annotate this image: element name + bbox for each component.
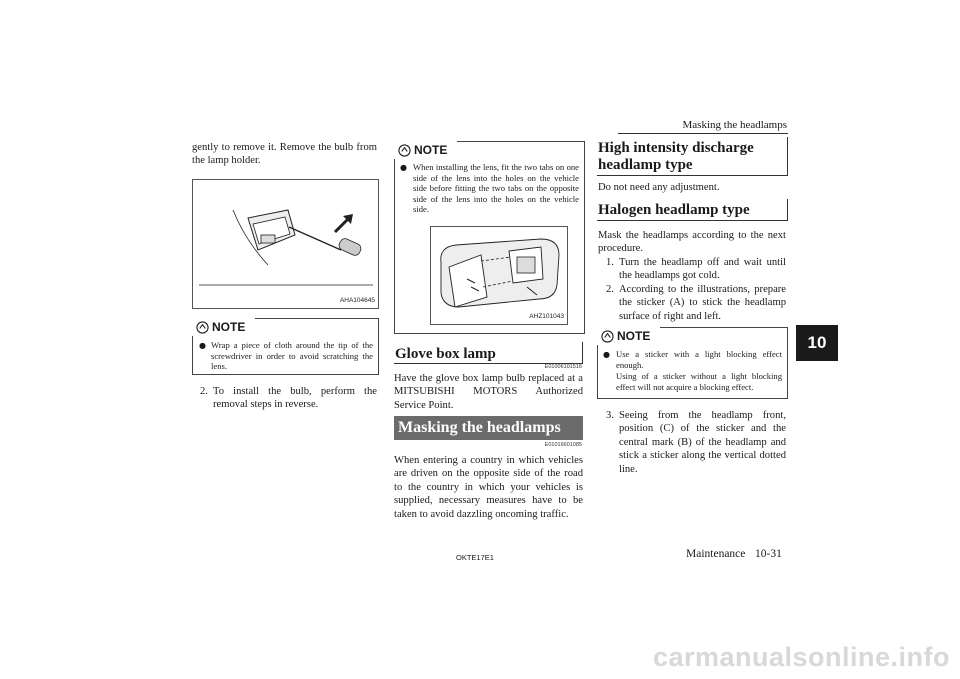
hid-text: Do not need any adjustment.	[598, 182, 720, 193]
col2-note-box	[394, 141, 585, 334]
bulb-removal-illustration	[193, 180, 378, 308]
chapter-tab	[796, 325, 838, 361]
step-text: Turn the headlamp off and wait until the headlamps got cold.	[619, 257, 786, 282]
note-title: NOTE	[617, 329, 651, 343]
masking-text: When entering a country in which vehicles are driven on the opposite side of the road to the country in which your vehicles is supplied, necessary measures have to be taken to avoid dazzling oncoming traffic.	[394, 455, 583, 520]
halogen-title: Halogen headlamp type	[598, 202, 750, 218]
glove-box-title: Glove box lamp	[395, 346, 496, 362]
note-title: NOTE	[414, 143, 448, 157]
col3-note-box	[597, 327, 788, 399]
masking-banner	[394, 416, 583, 440]
bullet-icon: ●	[199, 341, 206, 350]
note-item: Using of a sticker without a light blocking effect will not acquire a blocking effect.	[616, 371, 782, 392]
bulb-removal-figure	[192, 179, 379, 309]
footer-section: Maintenance	[686, 548, 746, 560]
note-hand-icon	[601, 330, 614, 343]
hid-title: High intensity discharge headlamp type	[598, 140, 754, 173]
note-hand-icon	[196, 321, 209, 334]
figure-code: AHZ101043	[529, 313, 564, 320]
note-item: When installing the lens, fit the two tabs on one side of the lens into the holes on the vehicle side before fitting the two tabs on the opposite side of the lens into the holes on the vehicle side.	[413, 162, 579, 215]
halogen-intro: Mask the headlamps according to the next procedure.	[598, 230, 786, 255]
note-header	[597, 327, 660, 345]
glove-title-rule-v	[582, 342, 583, 364]
step-number: 3.	[606, 410, 614, 421]
step-number: 1.	[606, 257, 614, 268]
masking-title: Masking the headlamps	[398, 419, 561, 436]
halogen-title-rule-v	[787, 199, 788, 221]
step-text: To install the bulb, perform the removal steps in reverse.	[213, 386, 377, 411]
hid-title-rule-v	[787, 137, 788, 176]
masking-code: E01016601085	[544, 442, 582, 448]
col1-intro: gently to remove it. Remove the bulb from the lamp holder.	[192, 142, 377, 167]
note-header	[394, 141, 457, 159]
bullet-icon: ●	[400, 163, 407, 172]
col1-note-box	[192, 318, 379, 375]
glove-text: Have the glove box lamp bulb replaced at a MITSUBISHI MOTORS Authorized Service Point.	[394, 373, 583, 411]
figure-code: AHA104645	[339, 297, 375, 304]
header-rule	[618, 133, 788, 134]
glove-code: E01006101516	[544, 364, 582, 370]
doc-code: OKTE17E1	[456, 553, 494, 562]
chapter-number: 10	[807, 333, 827, 352]
step-text: According to the illustrations, prepare the sticker (A) to stick the headlamp surface of right and left.	[619, 284, 786, 322]
running-title: Masking the headlamps	[682, 119, 787, 131]
note-item: Use a sticker with a light blocking effect enough.	[616, 349, 782, 370]
watermark: carmanualsonline.info	[652, 642, 950, 672]
bullet-icon: ●	[603, 350, 610, 359]
footer-page: 10-31	[755, 548, 782, 560]
note-hand-icon	[398, 144, 411, 157]
hid-title-rule	[597, 175, 788, 176]
step-number: 2.	[200, 386, 208, 397]
note-header	[192, 318, 255, 336]
lens-install-illustration	[431, 227, 567, 324]
halogen-title-rule	[597, 220, 788, 221]
note-title: NOTE	[212, 320, 246, 334]
step-number: 2.	[606, 284, 614, 295]
step-text: Seeing from the headlamp front, position (C) of the sticker and the central mark (B) of the headlamp and stick a sticker along the vertical dotted line.	[619, 410, 786, 475]
note-item: Wrap a piece of cloth around the tip of the screwdriver in order to avoid scratching the lens.	[211, 340, 373, 372]
lens-install-figure	[430, 226, 568, 325]
